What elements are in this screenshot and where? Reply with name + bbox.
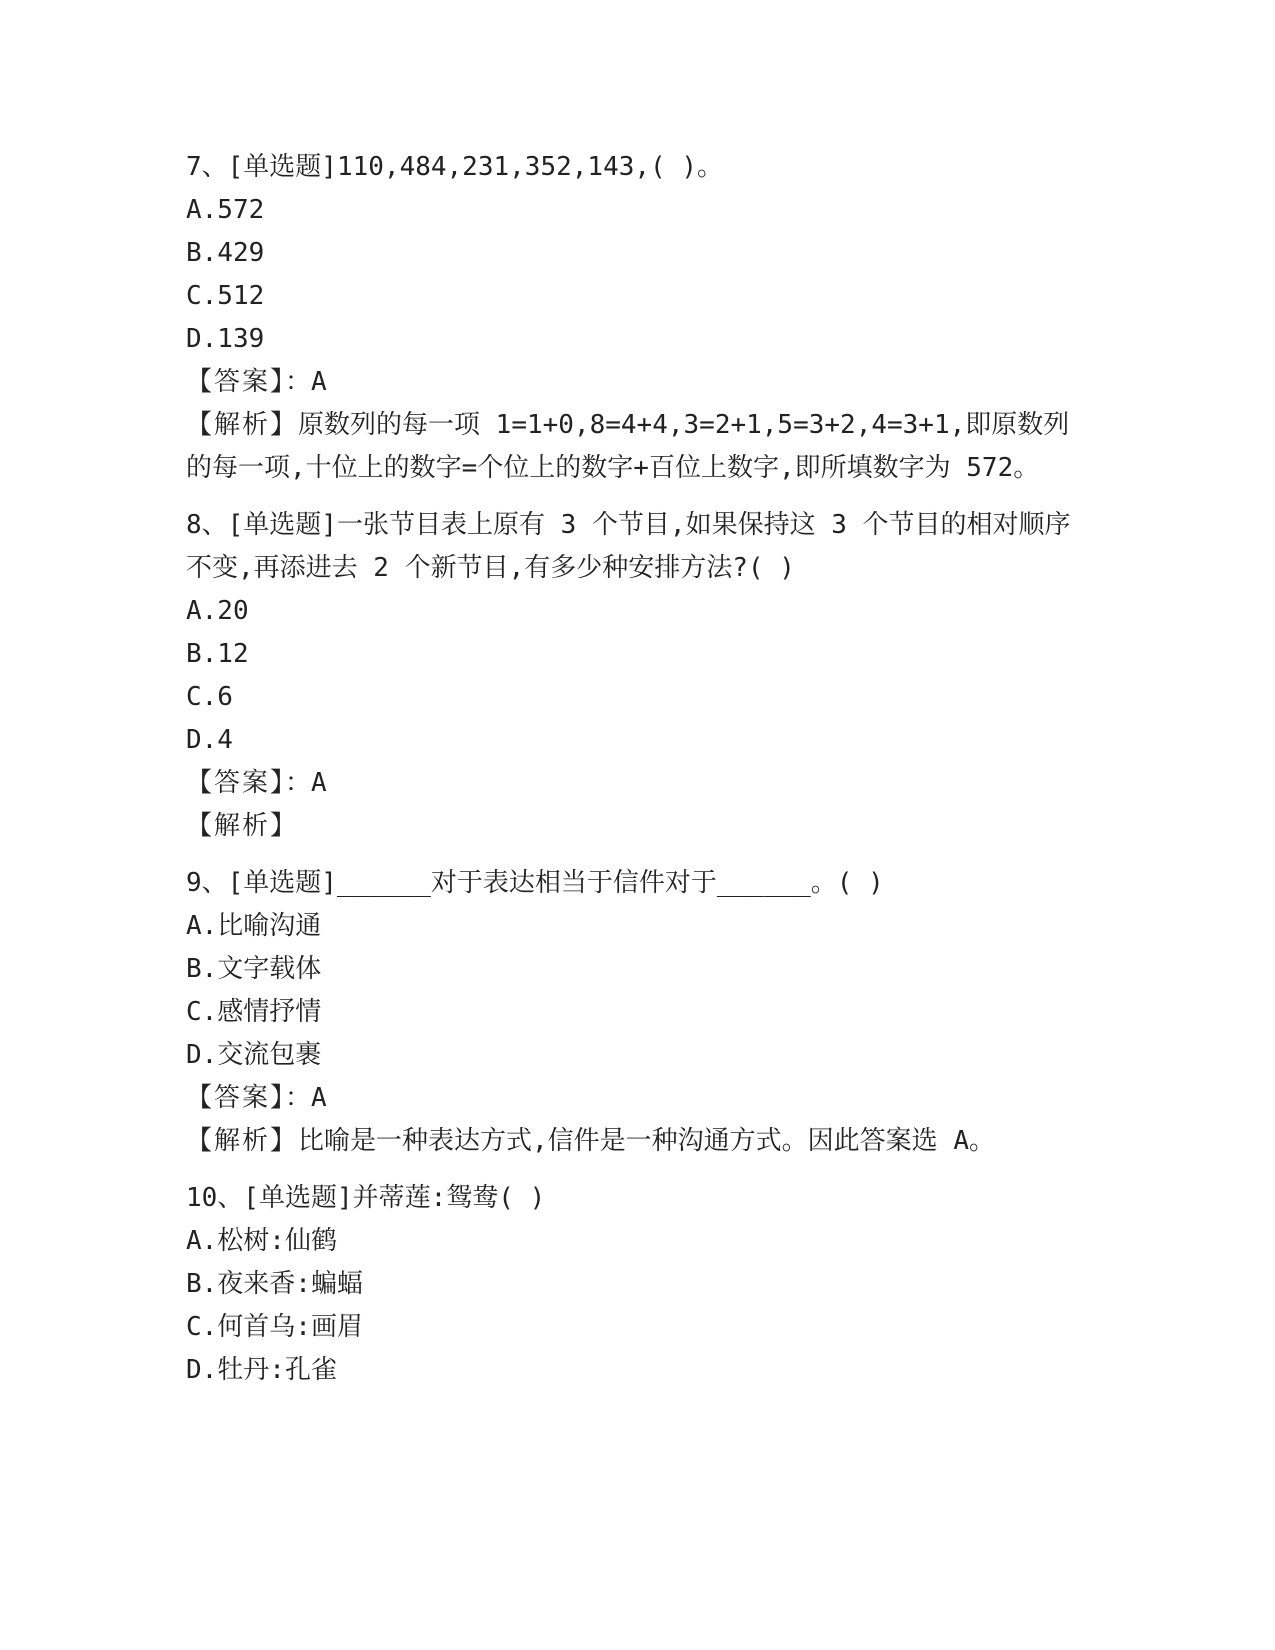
analysis-line (186, 805, 1086, 848)
option-c: C.6 (186, 682, 233, 712)
analysis-line (186, 1120, 1086, 1163)
answer-label: 【答案】 (186, 367, 286, 397)
question-title: 7、[单选题]110,484,231,352,143,( )。 (186, 152, 723, 182)
answer-label: 【答案】 (186, 1083, 286, 1113)
option-c: C.512 (186, 281, 265, 311)
question-10 (186, 1177, 1086, 1392)
option-c: C.何首乌:画眉 (186, 1312, 363, 1342)
analysis-label: 【解析】 (186, 811, 299, 841)
answer-label: 【答案】 (186, 768, 286, 798)
option-c: C.感情抒情 (186, 997, 322, 1027)
analysis-label: 【解析】 (186, 410, 299, 440)
analysis-label: 【解析】 (186, 1126, 299, 1156)
analysis-text: 原数列的每一项 1=1+0,8=4+4,3=2+1,5=3+2,4=3+1,即原数列的每一项,十位上的数字=个位上的数字+百位上数字,即所填数字为 572。 (186, 410, 1070, 483)
question-title: 10、[单选题]并蒂莲:鸳鸯( ) (186, 1183, 546, 1213)
question-8 (186, 504, 1086, 848)
answer-value: ：A (285, 1083, 327, 1113)
answer-line (186, 361, 1086, 404)
answer-value: ：A (285, 367, 327, 397)
analysis-line (186, 404, 1086, 490)
option-a: A.20 (186, 596, 249, 626)
option-d: D.139 (186, 324, 265, 354)
option-d: D.牡丹:孔雀 (186, 1355, 337, 1385)
question-title: 8、[单选题]一张节目表上原有 3 个节目,如果保持这 3 个节目的相对顺序不变,再添进去 2 个新节目,有多少种安排方法?( ) (186, 510, 1071, 583)
option-b: B.12 (186, 639, 249, 669)
document-page (186, 146, 1086, 1392)
option-a: A.松树:仙鹤 (186, 1226, 337, 1256)
answer-line (186, 1077, 1086, 1120)
question-9 (186, 862, 1086, 1163)
analysis-text: 比喻是一种表达方式,信件是一种沟通方式。因此答案选 A。 (298, 1126, 995, 1156)
question-7 (186, 146, 1086, 490)
question-title: 9、[单选题]______对于表达相当于信件对于______。( ) (186, 868, 884, 898)
option-a: A.比喻沟通 (186, 911, 322, 941)
option-b: B.夜来香:蝙蝠 (186, 1269, 363, 1299)
option-a: A.572 (186, 195, 265, 225)
option-d: D.交流包裹 (186, 1040, 322, 1070)
option-b: B.文字载体 (186, 954, 322, 984)
answer-value: ：A (285, 768, 327, 798)
answer-line (186, 762, 1086, 805)
option-b: B.429 (186, 238, 265, 268)
option-d: D.4 (186, 725, 233, 755)
